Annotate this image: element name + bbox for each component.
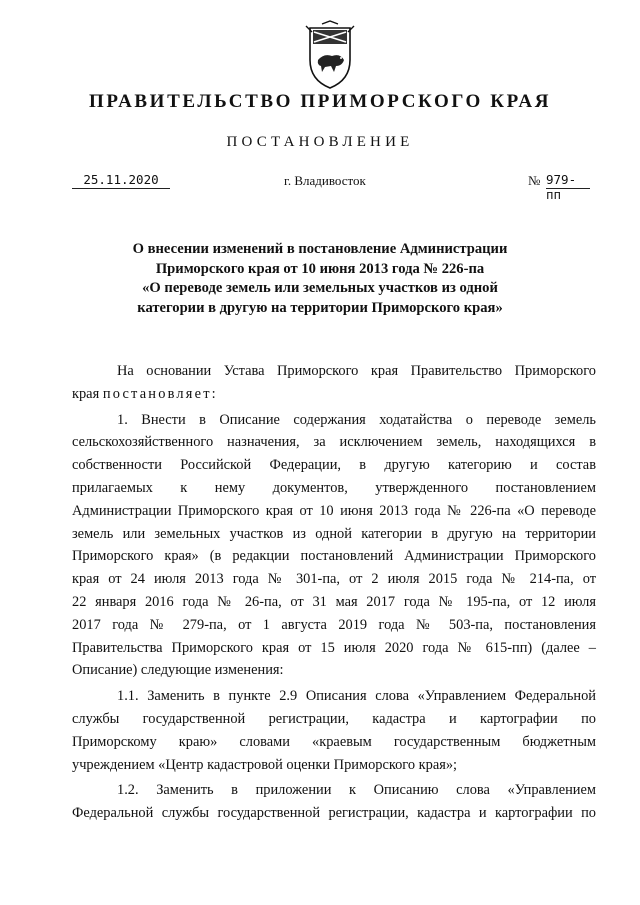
body-line: Федеральной службы государственной регистрации, кадастра и картографии по <box>72 805 596 822</box>
body-line: Описание) следующие изменения: <box>72 662 284 679</box>
body-line: учреждением «Центр кадастровой оценки Приморского края»; <box>72 756 458 773</box>
body-line: 1.1. Заменить в пункте 2.9 Описания слова «Управлением Федеральной <box>117 688 596 705</box>
subject-line: О внесении изменений в постановление Администрации <box>132 241 508 257</box>
document-meta-row <box>0 172 640 202</box>
document-subject <box>90 240 550 318</box>
subject-line: категории в другую на территории Приморского края» <box>137 299 503 316</box>
body-line: службы государственной регистрации, кадастра и картографии по <box>72 710 596 727</box>
date-underline <box>72 188 170 189</box>
resolves-word: постановляет: <box>102 385 218 402</box>
body-line: Правительства Приморского края от 15 июля 2020 года № 615-пп) (далее – <box>72 639 596 656</box>
body-word: края <box>72 385 100 402</box>
body-line: Администрации Приморского края от 10 июня 2013 года № 226-па «О переводе <box>72 502 596 519</box>
body-line: сельскохозяйственного назначения, за исключением земель, находящихся в <box>72 434 596 451</box>
document-type: ПОСТАНОВЛЕНИЕ <box>226 134 414 150</box>
government-title: ПРАВИТЕЛЬСТВО ПРИМОРСКОГО КРАЯ <box>88 91 552 112</box>
body-line: собственности Российской Федерации, в другую категорию и состав <box>72 457 596 474</box>
document-body <box>72 360 596 825</box>
subject-line: Приморского края от 10 июня 2013 года № 226-па <box>155 260 485 277</box>
body-line: Приморского края» (в редакции постановлений Администрации Приморского <box>72 548 596 565</box>
body-line: края от 24 июля 2013 года № 301-па, от 2 июля 2015 года № 214-па, от <box>72 571 596 588</box>
number-underline <box>546 188 590 189</box>
body-line: земель или земельных участков из одной категории в другую на территории <box>72 525 596 542</box>
body-line: На основании Устава Приморского края Правительство Приморского <box>117 363 596 379</box>
subject-line: «О переводе земель или земельных участков из одной <box>142 280 498 296</box>
body-line: 22 января 2016 года № 26-па, от 31 мая 2017 года № 195-па, от 12 июля <box>72 593 596 610</box>
body-line: 1. Внести в Описание содержания ходатайства о переводе земель <box>117 411 596 428</box>
document-city: г. Владивосток <box>284 173 366 188</box>
body-line: прилагаемых к нему документов, утвержденного постановлением <box>72 479 596 496</box>
document-date: 25.11.2020 <box>83 172 159 187</box>
body-line: 1.2. Заменить в приложении к Описанию слова «Управлением <box>117 782 596 799</box>
number-sign: № <box>528 173 541 188</box>
body-line <box>72 383 596 406</box>
document-number: 979-пп <box>546 172 577 202</box>
coat-of-arms-emblem <box>300 20 360 92</box>
body-line: Приморскому краю» словами «краевым государственным бюджетным <box>72 733 596 750</box>
body-line: 2017 года № 279-па, от 1 августа 2019 года № 503-па, постановления <box>72 616 596 633</box>
